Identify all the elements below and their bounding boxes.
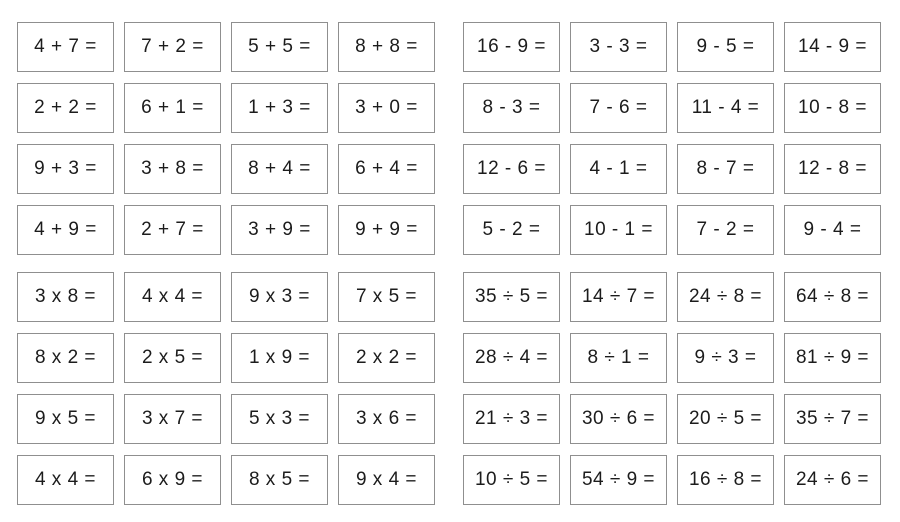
problem-cell: 10 - 8 = [784,83,881,133]
problem-cell: 64 ÷ 8 = [784,272,881,322]
problem-cell: 9 x 4 = [338,455,435,505]
problem-cell: 7 x 5 = [338,272,435,322]
problem-cell: 4 + 7 = [17,22,114,72]
problem-cell: 5 - 2 = [463,205,560,255]
problem-cell: 8 ÷ 1 = [570,333,667,383]
problem-cell: 8 - 3 = [463,83,560,133]
problem-cell: 3 x 6 = [338,394,435,444]
problem-cell: 24 ÷ 8 = [677,272,774,322]
problem-cell: 10 ÷ 5 = [463,455,560,505]
problem-cell: 3 + 9 = [231,205,328,255]
problem-cell: 8 + 4 = [231,144,328,194]
problem-cell: 6 + 1 = [124,83,221,133]
problem-cell: 2 x 5 = [124,333,221,383]
problem-cell: 9 - 4 = [784,205,881,255]
problem-cell: 9 + 3 = [17,144,114,194]
problem-cell: 16 ÷ 8 = [677,455,774,505]
problem-cell: 30 ÷ 6 = [570,394,667,444]
problem-cell: 54 ÷ 9 = [570,455,667,505]
problem-cell: 2 + 2 = [17,83,114,133]
problem-cell: 8 + 8 = [338,22,435,72]
problem-cell: 7 - 6 = [570,83,667,133]
problem-cell: 3 x 8 = [17,272,114,322]
problem-cell: 4 - 1 = [570,144,667,194]
problem-cell: 24 ÷ 6 = [784,455,881,505]
problem-cell: 35 ÷ 5 = [463,272,560,322]
problem-cell: 14 ÷ 7 = [570,272,667,322]
problem-cell: 1 x 9 = [231,333,328,383]
problem-cell: 8 x 2 = [17,333,114,383]
problem-cell: 4 + 9 = [17,205,114,255]
problem-cell: 3 x 7 = [124,394,221,444]
problem-cell: 11 - 4 = [677,83,774,133]
problem-cell: 14 - 9 = [784,22,881,72]
problem-cell: 8 - 7 = [677,144,774,194]
problem-cell: 2 + 7 = [124,205,221,255]
problem-cell: 81 ÷ 9 = [784,333,881,383]
problem-cell: 9 + 9 = [338,205,435,255]
problem-cell: 8 x 5 = [231,455,328,505]
problem-cell: 28 ÷ 4 = [463,333,560,383]
problem-cell: 6 + 4 = [338,144,435,194]
problem-cell: 12 - 6 = [463,144,560,194]
problem-cell: 5 + 5 = [231,22,328,72]
problem-cell: 9 x 5 = [17,394,114,444]
subtraction-problems-grid [463,22,881,255]
multiplication-problems-grid [17,272,435,505]
problem-cell: 20 ÷ 5 = [677,394,774,444]
problem-cell: 3 + 0 = [338,83,435,133]
problem-cell: 12 - 8 = [784,144,881,194]
problem-cell: 9 - 5 = [677,22,774,72]
problem-cell: 16 - 9 = [463,22,560,72]
division-problems-grid [463,272,881,505]
problem-cell: 9 x 3 = [231,272,328,322]
problem-cell: 21 ÷ 3 = [463,394,560,444]
problem-cell: 9 ÷ 3 = [677,333,774,383]
problem-cell: 10 - 1 = [570,205,667,255]
problem-cell: 6 x 9 = [124,455,221,505]
problem-cell: 3 + 8 = [124,144,221,194]
addition-problems-grid [17,22,435,255]
problem-cell: 1 + 3 = [231,83,328,133]
problem-cell: 5 x 3 = [231,394,328,444]
problem-cell: 4 x 4 = [17,455,114,505]
problem-cell: 7 - 2 = [677,205,774,255]
problem-cell: 35 ÷ 7 = [784,394,881,444]
problem-cell: 7 + 2 = [124,22,221,72]
problem-cell: 4 x 4 = [124,272,221,322]
problem-cell: 2 x 2 = [338,333,435,383]
problem-cell: 3 - 3 = [570,22,667,72]
